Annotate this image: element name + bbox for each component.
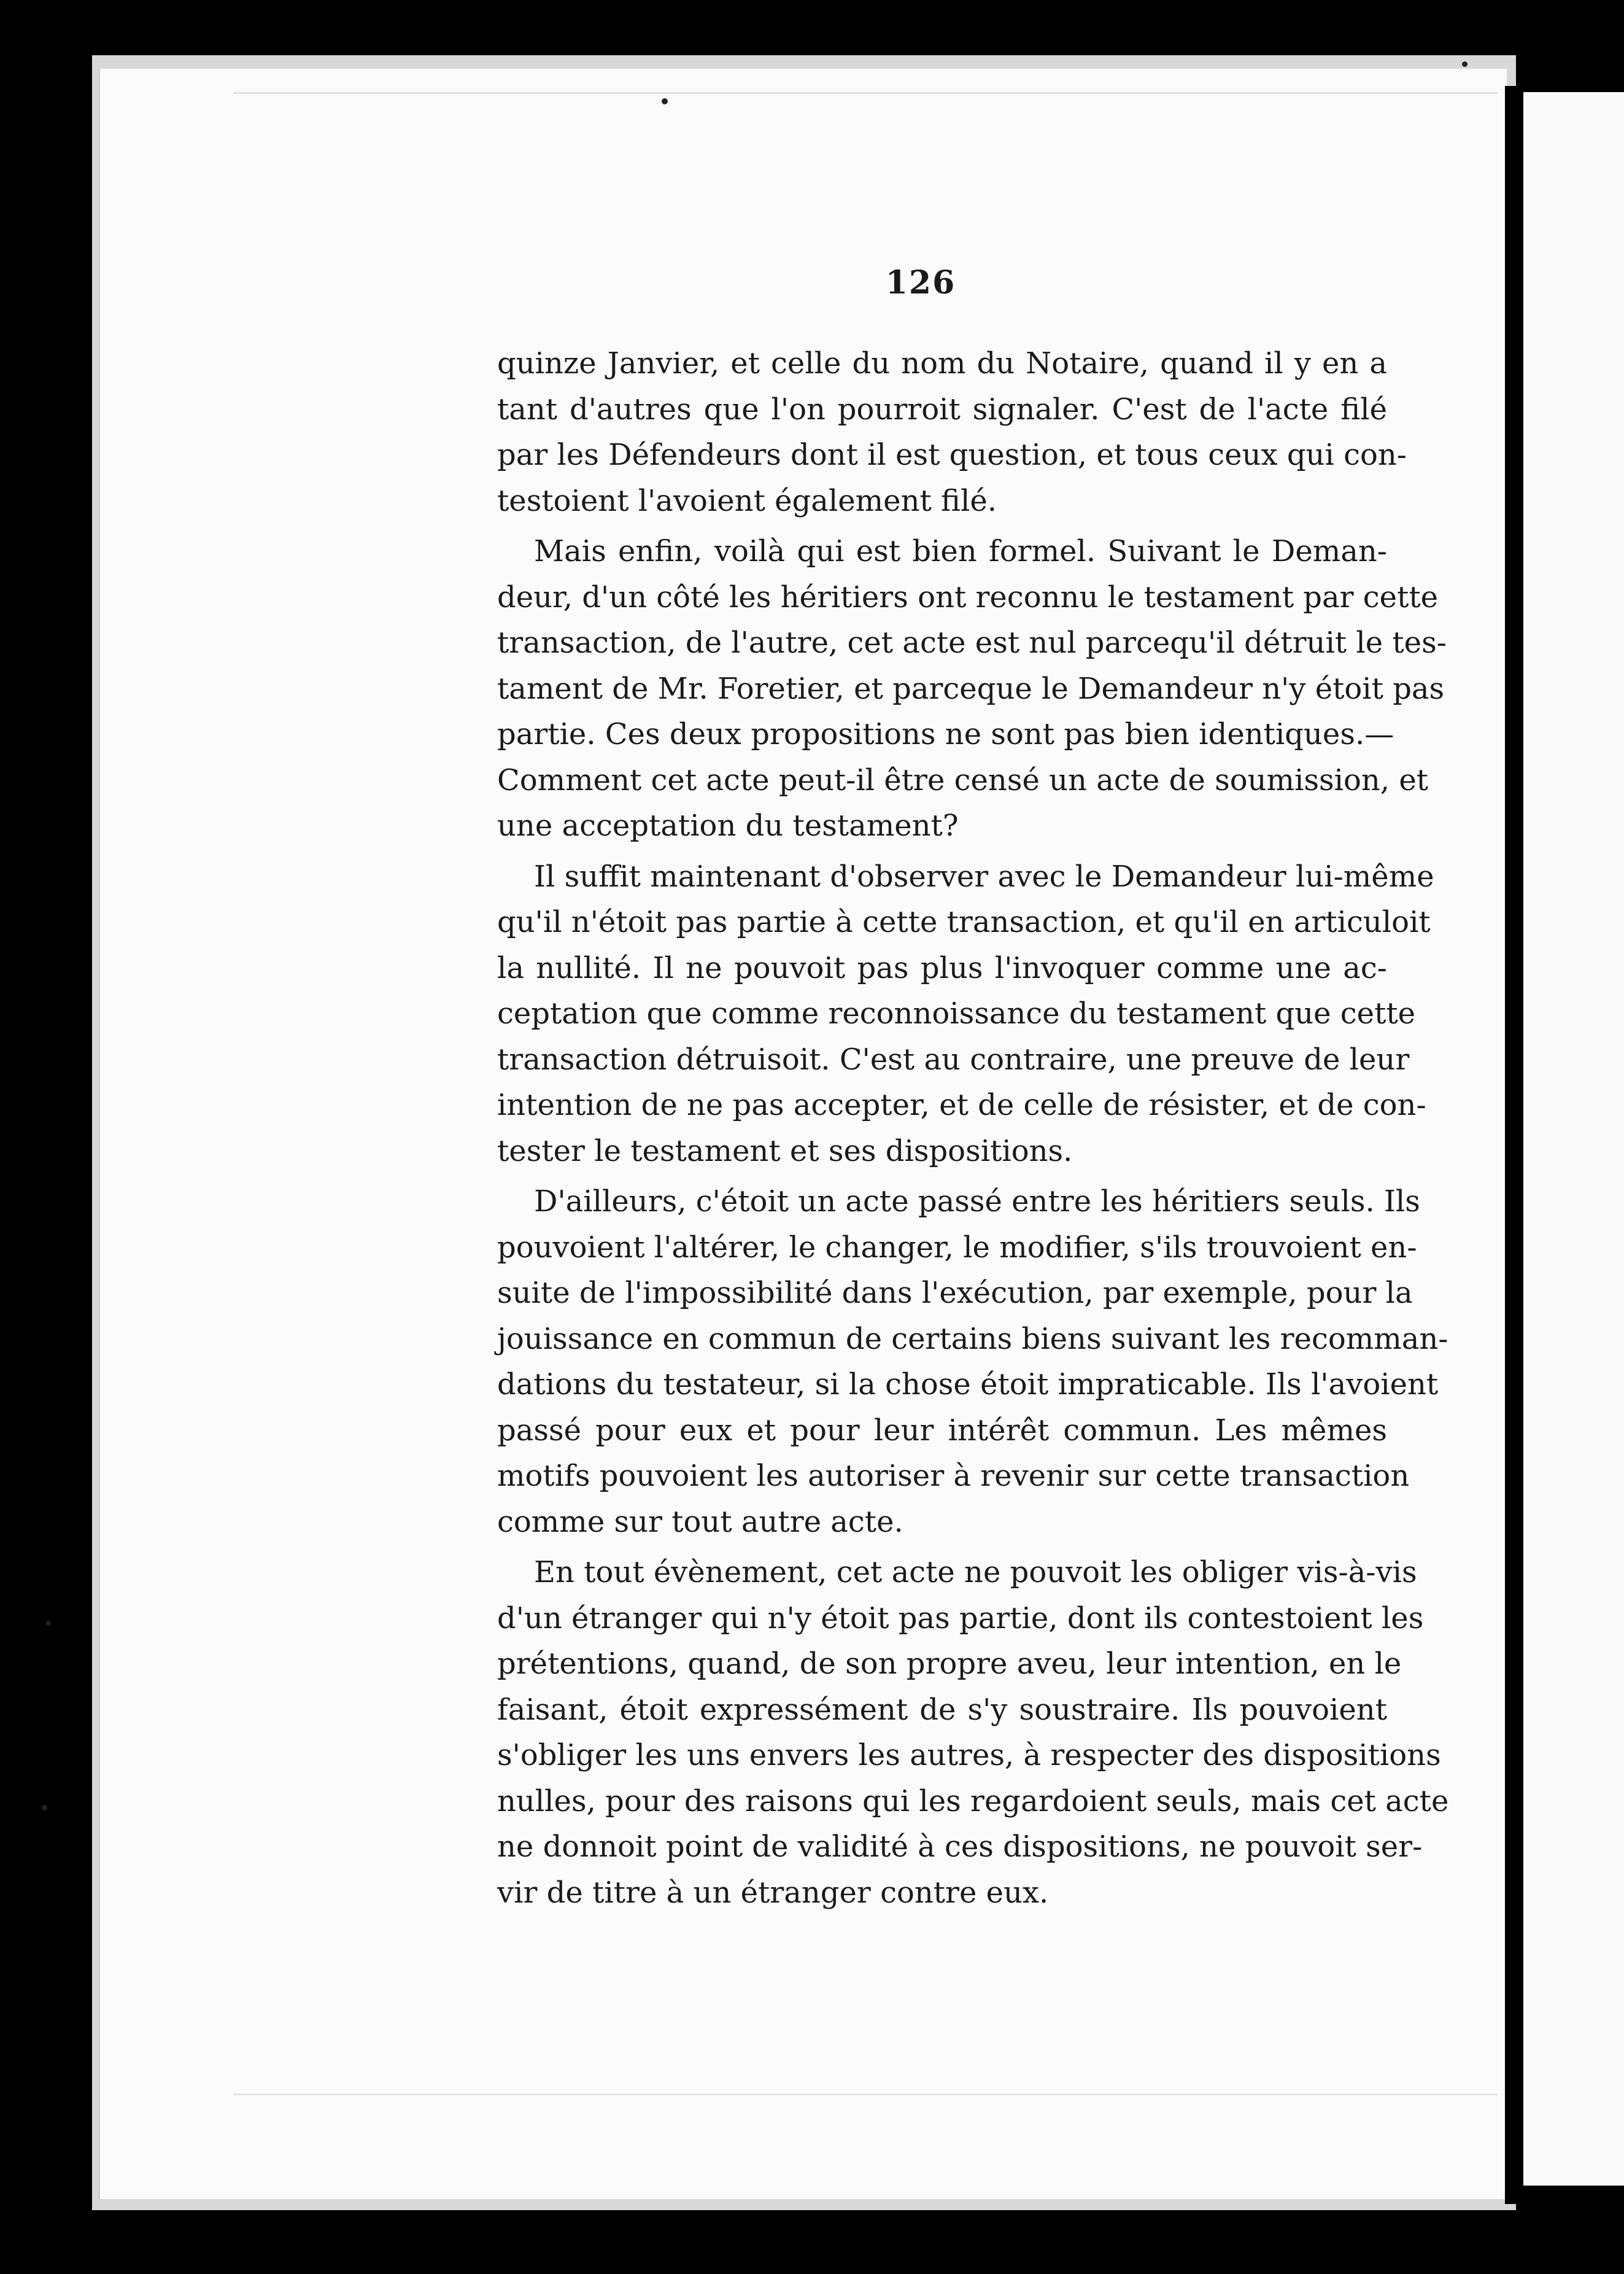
text-line: nulles, pour des raisons qui les regardoient seuls, mais cet acte — [497, 1783, 1449, 1818]
text-line: Il suffit maintenant d'observer avec le Demandeur lui-même — [534, 859, 1434, 894]
text-line: motifs pouvoient les autoriser à revenir sur cette transaction — [497, 1459, 1410, 1493]
text-line: prétentions, quand, de son propre aveu, leur intention, en le — [497, 1647, 1402, 1681]
scan-speck — [662, 98, 668, 104]
text-line: d'un étranger qui n'y étoit pas partie, dont ils contestoient les — [497, 1601, 1424, 1636]
paragraph — [497, 854, 1434, 1174]
text-line: dations du testateur, si la chose étoit impraticable. Ils l'avoient — [497, 1367, 1439, 1402]
text-line: vir de titre à un étranger contre eux. — [497, 1875, 1049, 1910]
text-line: Mais enfin, voilà qui est bien formel. Suivant le Deman- — [534, 534, 1387, 568]
text-line: deur, d'un côté les héritiers ont reconnu le testament par cette — [497, 580, 1439, 615]
text-line: comme sur tout autre acte. — [497, 1504, 903, 1539]
text-line: testoient l'avoient également filé. — [497, 483, 997, 518]
text-line: quinze Janvier, et celle du nom du Notaire, quand il y en a — [497, 346, 1387, 381]
text-line: passé pour eux et pour leur intérêt commun. Les mêmes — [497, 1413, 1387, 1448]
text-line: ceptation que comme reconnoissance du testament que cette — [497, 996, 1416, 1031]
text-line: qu'il n'étoit pas partie à cette transaction, et qu'il en articuloit — [497, 905, 1431, 939]
text-line: intention de ne pas accepter, et de celle de résister, et de con- — [497, 1088, 1426, 1122]
paragraph — [497, 529, 1447, 849]
text-line: pouvoient l'altérer, le changer, le modifier, s'ils trouvoient en- — [497, 1230, 1417, 1265]
body-text — [497, 341, 1449, 1915]
text-line: partie. Ces deux propositions ne sont pas bien identiques.— — [497, 717, 1394, 751]
text-line: suite de l'impossibilité dans l'exécution, par exemple, pour la — [497, 1276, 1413, 1310]
text-line: Comment cet acte peut-il être censé un acte de soumission, et — [497, 763, 1429, 797]
facing-page-edge — [1523, 92, 1624, 2186]
text-line: tester le testament et ses dispositions. — [497, 1133, 1073, 1168]
text-line: ne donnoit point de validité à ces dispositions, ne pouvoit ser- — [497, 1830, 1423, 1864]
text-line: la nullité. Il ne pouvoit pas plus l'invoquer comme une ac- — [497, 950, 1387, 985]
text-line: jouissance en commun de certains biens suivant les recomman- — [497, 1321, 1448, 1356]
page-edge-top — [233, 92, 1498, 94]
page-number: 126 — [885, 264, 956, 301]
text-line: D'ailleurs, c'étoit un acte passé entre les héritiers seuls. Ils — [534, 1184, 1420, 1219]
text-line: s'obliger les uns envers les autres, à respecter des dispositions — [497, 1738, 1441, 1772]
text-line: En tout évènement, cet acte ne pouvoit les obliger vis-à-vis — [534, 1555, 1417, 1589]
paragraph — [497, 1550, 1449, 1915]
text-line: faisant, étoit expressément de s'y soustraire. Ils pouvoient — [497, 1692, 1387, 1727]
page-edge-bottom — [233, 2094, 1498, 2095]
scan-speck — [42, 1805, 47, 1810]
text-line: transaction, de l'autre, cet acte est nul parcequ'il détruit le tes- — [497, 626, 1447, 660]
text-line: par les Défendeurs dont il est question, et tous ceux qui con- — [497, 438, 1407, 472]
scan-speck — [46, 1621, 51, 1626]
book-gutter — [1505, 86, 1523, 2204]
paragraph — [497, 341, 1407, 524]
text-line: une acceptation du testament? — [497, 809, 959, 843]
paragraph — [497, 1179, 1448, 1545]
text-line: tant d'autres que l'on pourroit signaler. C'est de l'acte filé — [497, 392, 1387, 427]
text-line: transaction détruisoit. C'est au contraire, une preuve de leur — [497, 1042, 1410, 1077]
text-line: tament de Mr. Foretier, et parceque le Demandeur n'y étoit pas — [497, 671, 1445, 706]
scan-speck — [1462, 61, 1467, 67]
